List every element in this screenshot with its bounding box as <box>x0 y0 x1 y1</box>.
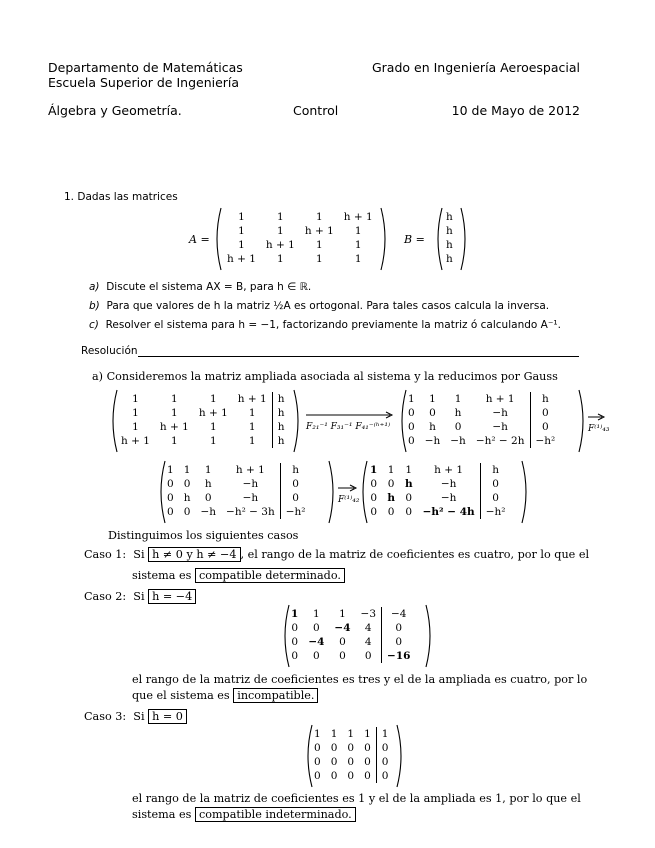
matrix-cell: 0 <box>387 478 395 490</box>
matrix-cell: h + 1 <box>121 435 150 447</box>
matrix-row <box>309 755 393 769</box>
matrix-cell: 0 <box>291 650 298 662</box>
matrix-cell: 0 <box>347 770 355 782</box>
exam-date: 10 de Mayo de 2012 <box>451 103 580 118</box>
matrix-row <box>365 463 510 477</box>
matrix-cell: 0 <box>364 770 371 782</box>
matrix-row <box>365 491 510 505</box>
matrix-cell: −16 <box>382 649 416 663</box>
matrix-cell: 0 <box>291 622 298 634</box>
matrix-cell: h + 1 <box>265 239 295 251</box>
right-paren-icon <box>521 460 531 524</box>
matrix-cell: h <box>446 225 453 237</box>
matrix-cell: h <box>429 421 436 433</box>
matrix-row <box>403 406 560 420</box>
solution-intro: a) Consideremos la matriz ampliada asociada al sistema y la reducimos por Gauss <box>92 370 558 383</box>
matrix-cell: −h <box>450 435 466 447</box>
matrix-cell: 0 <box>339 650 346 662</box>
matrix-cell: −h <box>492 421 508 433</box>
case-3-line-1: Caso 3: Si h = 0 <box>84 710 187 723</box>
matrix-cell: 0 <box>364 756 371 768</box>
matrix-row <box>441 238 458 252</box>
matrix-cell: −h² − 4h <box>422 506 475 518</box>
case-3-result: compatible indeterminado. <box>195 807 356 822</box>
matrix-cell: 0 <box>370 492 377 504</box>
matrix-cell: h <box>446 239 453 251</box>
matrix-cell: 1 <box>277 211 284 223</box>
case-3-line-3: sistema es compatible indeterminado. <box>132 808 356 821</box>
matrix-cell: 1 <box>339 608 346 620</box>
matrix-cell: 0 <box>167 506 174 518</box>
matrix-row <box>286 635 415 649</box>
matrix-m1 <box>116 392 289 448</box>
distinguish-text: Distinguimos los siguientes casos <box>108 529 299 542</box>
degree: Grado en Ingeniería Aeroespacial <box>371 60 580 75</box>
matrix-cell: 4 <box>364 636 372 648</box>
matrix-cell: −h² <box>280 505 310 519</box>
right-paren-icon <box>460 207 470 271</box>
part-c: c) Resolver el sistema para h = −1, factorizando previamente la matriz ó calculando A⁻¹. <box>89 319 561 331</box>
matrix-cell: h <box>446 253 453 265</box>
matrix-cell: 0 <box>370 478 377 490</box>
matrix-cell: 1 <box>291 608 299 620</box>
matrix-cell: −h² − 2h <box>475 435 525 447</box>
matrix-cell: 0 <box>291 636 298 648</box>
case-1-line-2: sistema es compatible determinado. <box>132 569 345 582</box>
matrix-cell: 0 <box>183 478 191 490</box>
case-2-condition: h = −4 <box>148 589 196 604</box>
matrix-row <box>162 477 310 491</box>
matrix-row <box>441 210 458 224</box>
matrix-row <box>403 434 560 448</box>
matrix-cell: −4 <box>308 636 325 648</box>
matrix-cell: 0 <box>405 506 413 518</box>
matrix-cell: 1 <box>248 407 256 419</box>
matrix-cell: 0 <box>408 421 415 433</box>
matrix-cell: h <box>272 434 289 448</box>
matrix-row <box>309 741 393 755</box>
matrix-cell: 1 <box>354 253 362 265</box>
matrix-row <box>222 210 378 224</box>
matrix-cell: h + 1 <box>434 464 464 476</box>
right-paren-icon <box>328 460 338 524</box>
matrix-case-2 <box>286 607 415 663</box>
case-2-result: incompatible. <box>233 688 318 703</box>
matrix-cell: 1 <box>354 239 362 251</box>
matrix-cell: −h <box>440 492 457 504</box>
matrix-cell: h <box>280 463 310 477</box>
matrix-cell: h <box>204 478 212 490</box>
heading-rule <box>138 356 579 357</box>
matrix-cell: 0 <box>408 435 415 447</box>
matrix-cell: 0 <box>530 406 560 420</box>
matrix-cell: −h <box>492 407 508 419</box>
matrix-a-label: A = <box>189 233 210 246</box>
matrix-cell: −h <box>200 506 217 518</box>
matrix-cell: 0 <box>376 741 393 755</box>
matrix-cell: 1 <box>167 464 174 476</box>
matrix-cell: 0 <box>330 756 338 768</box>
matrix-cell: 1 <box>132 407 139 419</box>
matrix-cell: 0 <box>280 477 310 491</box>
matrix-cell: 0 <box>314 770 321 782</box>
case-1-line-1: Caso 1: Si h ≠ 0 y h ≠ −4 , el rango de la matriz de coeficientes es cuatro, por lo que el <box>84 548 590 561</box>
case-3-line-2: el rango de la matriz de coeficientes es 1 y el de la ampliada es 1, por lo que el <box>132 792 581 805</box>
matrix-b <box>441 210 458 266</box>
matrix-cell: 1 <box>183 464 191 476</box>
matrix-cell: 0 <box>530 420 560 434</box>
matrix-row <box>286 607 415 621</box>
matrix-cell: h <box>272 420 289 434</box>
matrix-cell: h <box>446 211 453 223</box>
problem-number: 1. <box>64 191 75 203</box>
matrix-cell: 0 <box>454 421 462 433</box>
matrix-cell: h + 1 <box>485 393 515 405</box>
matrix-cell: 1 <box>132 393 139 405</box>
department: Departamento de Matemáticas <box>48 60 243 75</box>
matrix-cell: 0 <box>408 407 415 419</box>
matrix-cell: 1 <box>238 239 245 251</box>
matrix-cell: 0 <box>382 621 416 635</box>
matrix-cell: 0 <box>347 742 355 754</box>
matrix-cell: 0 <box>429 407 436 419</box>
matrix-cell: 0 <box>376 755 393 769</box>
matrix-cell: 0 <box>370 506 377 518</box>
matrix-cell: h <box>387 492 395 504</box>
matrix-row <box>286 621 415 635</box>
matrix-cell: 0 <box>364 742 371 754</box>
matrix-cell: −h <box>440 478 457 490</box>
matrix-row <box>441 224 458 238</box>
matrix-cell: 0 <box>313 622 320 634</box>
matrix-cell: −h² − 3h <box>226 506 275 518</box>
matrix-cell: −4 <box>334 622 351 634</box>
case-2-line-1: Caso 2: Si h = −4 <box>84 590 196 603</box>
matrix-case-3 <box>309 727 393 783</box>
matrix-cell: 1 <box>132 421 139 433</box>
matrix-cell: −h <box>424 435 441 447</box>
matrix-cell: 0 <box>204 492 212 504</box>
part-b: b) Para que valores de h la matriz ½A es ortogonal. Para tales casos calcula la inversa. <box>89 300 550 312</box>
matrix-row <box>162 491 310 505</box>
matrix-row <box>116 392 289 406</box>
matrix-row <box>116 406 289 420</box>
row-op-2: F⁽¹⁾₄₃ <box>588 406 610 434</box>
matrix-cell: 0 <box>480 491 510 505</box>
matrix-cell: 0 <box>330 742 338 754</box>
matrix-row <box>309 727 393 741</box>
school: Escuela Superior de Ingeniería <box>48 75 240 90</box>
matrix-cell: 1 <box>364 728 371 740</box>
matrix-cell: 1 <box>314 728 321 740</box>
matrix-cell: 0 <box>339 636 346 648</box>
matrix-cell: 1 <box>248 421 256 433</box>
matrix-row <box>222 252 378 266</box>
matrix-cell: 1 <box>370 464 378 476</box>
matrix-cell: h <box>454 407 462 419</box>
matrix-cell: 1 <box>313 608 320 620</box>
matrix-row <box>309 769 393 783</box>
matrix-cell: −h² <box>530 434 560 448</box>
matrix-cell: −h <box>242 478 259 490</box>
case-1-result: compatible determinado. <box>195 568 345 583</box>
right-paren-icon <box>293 389 303 453</box>
matrix-cell: 4 <box>364 622 372 634</box>
matrix-cell: 0 <box>167 478 174 490</box>
matrix-cell: 0 <box>405 492 413 504</box>
matrix-cell: 1 <box>277 253 284 265</box>
matrix-cell: h + 1 <box>237 393 267 405</box>
matrix-cell: 0 <box>387 506 395 518</box>
matrix-cell: 1 <box>171 407 178 419</box>
matrix-cell: h <box>183 492 191 504</box>
matrix-cell: h + 1 <box>227 253 256 265</box>
matrix-cell: h + 1 <box>343 211 373 223</box>
matrix-cell: −4 <box>382 607 416 621</box>
matrix-cell: 0 <box>330 770 338 782</box>
matrix-cell: 1 <box>248 435 256 447</box>
matrix-cell: 1 <box>347 728 355 740</box>
matrix-cell: 1 <box>387 464 395 476</box>
matrix-cell: 1 <box>405 464 413 476</box>
matrix-cell: 0 <box>376 769 393 783</box>
exam-type: Control <box>293 103 339 118</box>
matrix-cell: 1 <box>376 727 393 741</box>
problem-statement <box>64 191 178 203</box>
matrix-cell: 0 <box>183 506 191 518</box>
course: Álgebra y Geometría. <box>48 103 182 118</box>
matrix-cell: h + 1 <box>159 421 189 433</box>
matrix-cell: 1 <box>454 393 462 405</box>
matrix-cell: 1 <box>315 253 323 265</box>
matrix-m3 <box>162 463 310 519</box>
matrix-m4 <box>365 463 510 519</box>
matrix-cell: 1 <box>171 435 178 447</box>
part-a: a) Discute el sistema AX = B, para h ∈ ℝ. <box>89 281 312 293</box>
matrix-cell: 0 <box>280 491 310 505</box>
case-2-line-2: el rango de la matriz de coeficientes es tres y el de la ampliada es cuatro, por lo <box>132 673 588 686</box>
matrix-cell: −h <box>242 492 259 504</box>
matrix-cell: 1 <box>277 225 284 237</box>
matrix-cell: 1 <box>209 393 217 405</box>
matrix-cell: h <box>480 463 510 477</box>
right-paren-icon <box>425 604 435 668</box>
matrix-cell: 0 <box>382 635 416 649</box>
matrix-cell: 0 <box>314 742 321 754</box>
matrix-cell: −h² <box>480 505 510 519</box>
case-1-condition: h ≠ 0 y h ≠ −4 <box>148 547 240 562</box>
matrix-cell: h <box>272 392 289 406</box>
matrix-row <box>403 420 560 434</box>
matrix-cell: 1 <box>204 464 212 476</box>
matrix-cell: 1 <box>330 728 338 740</box>
matrix-row <box>441 252 458 266</box>
matrix-cell: 1 <box>315 239 323 251</box>
solution-heading: Resolución <box>81 345 138 357</box>
matrix-row <box>162 505 310 519</box>
matrix-cell: 0 <box>167 492 174 504</box>
matrix-row <box>116 434 289 448</box>
row-op-1: F₂₁⁻¹ F₃₁⁻¹ F₄₁⁻⁽ʰ⁺¹⁾ <box>306 404 394 432</box>
matrix-cell: 1 <box>209 421 217 433</box>
right-paren-icon <box>578 389 588 453</box>
matrix-cell: h + 1 <box>304 225 334 237</box>
left-paren-icon <box>212 207 222 271</box>
matrix-cell: 1 <box>408 393 415 405</box>
matrix-cell: 1 <box>354 225 362 237</box>
matrix-cell: 1 <box>171 393 178 405</box>
matrix-cell: 0 <box>364 650 372 662</box>
matrix-cell: h + 1 <box>235 464 265 476</box>
matrix-row <box>222 224 378 238</box>
matrix-row <box>403 392 560 406</box>
matrix-cell: h <box>404 478 413 490</box>
case-2-line-3: que el sistema es incompatible. <box>132 689 318 702</box>
matrix-cell: h + 1 <box>198 407 228 419</box>
matrix-cell: 1 <box>429 393 436 405</box>
matrix-cell: 0 <box>314 756 321 768</box>
matrix-cell: 1 <box>315 211 323 223</box>
matrix-row <box>286 649 415 663</box>
matrix-cell: 0 <box>313 650 320 662</box>
matrix-row <box>222 238 378 252</box>
matrix-cell: 1 <box>209 435 217 447</box>
right-paren-icon <box>396 724 406 788</box>
matrix-cell: h <box>272 406 289 420</box>
matrix-row <box>365 477 510 491</box>
matrix-cell: 0 <box>480 477 510 491</box>
matrix-a <box>222 210 378 266</box>
matrix-b-label: B = <box>404 233 425 246</box>
problem-intro: Dadas las matrices <box>77 191 178 203</box>
matrix-row <box>116 420 289 434</box>
matrix-cell: h <box>530 392 560 406</box>
matrix-m2 <box>403 392 560 448</box>
case-3-condition: h = 0 <box>148 709 187 724</box>
matrix-cell: 0 <box>347 756 355 768</box>
matrix-cell: 1 <box>238 211 245 223</box>
matrix-cell: −3 <box>360 608 377 620</box>
matrix-row <box>162 463 310 477</box>
right-paren-icon <box>380 207 390 271</box>
matrix-cell: 1 <box>238 225 245 237</box>
row-op-3: F⁽¹⁾₄₂ <box>338 477 360 505</box>
matrix-row <box>365 505 510 519</box>
